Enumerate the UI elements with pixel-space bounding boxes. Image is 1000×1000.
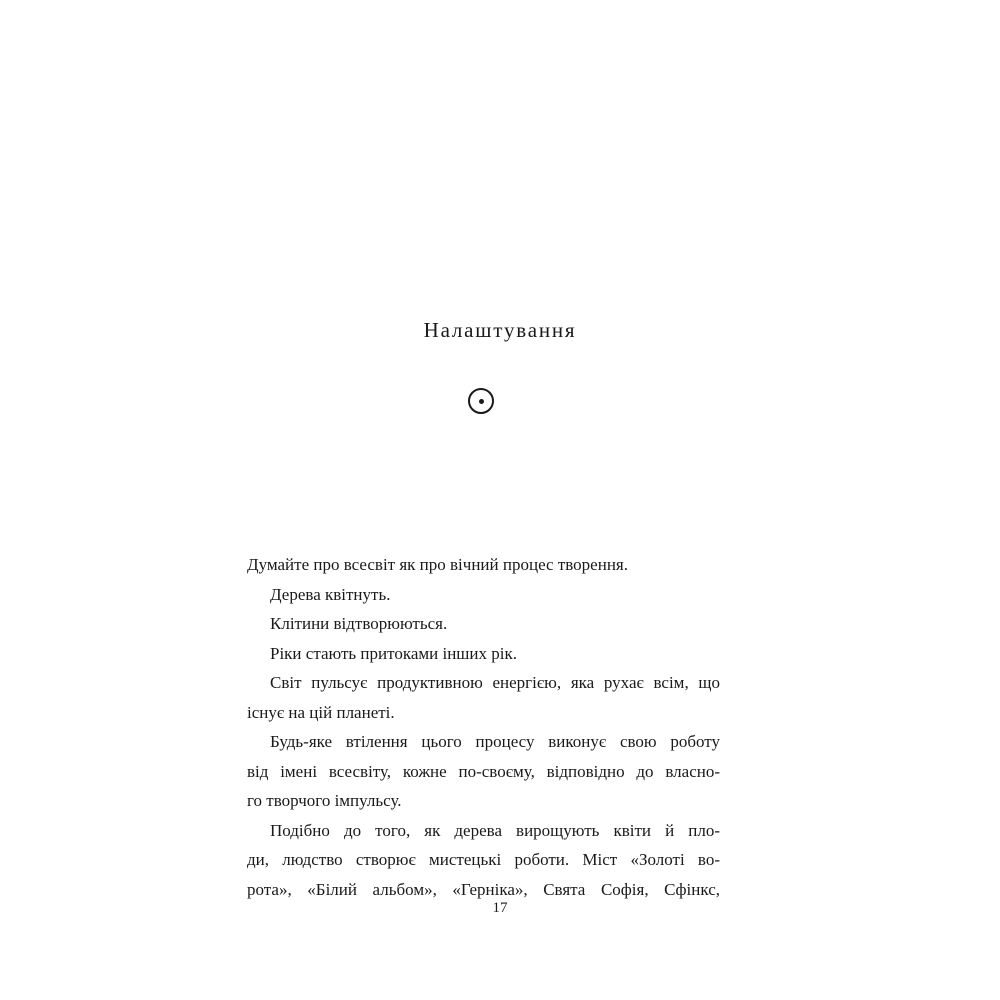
text-line: Подібно до того, як дерева вирощують квіти й пло- — [270, 820, 720, 840]
text-line: Світ пульсує продуктивною енергією, яка рухає всім, що — [270, 673, 720, 692]
text-line: ди, людство створює мистецькі роботи. Міст «Золоті во- — [247, 850, 720, 869]
body-text — [247, 550, 720, 904]
paragraph-1 — [247, 550, 720, 580]
text-line: існує на цій планеті. — [247, 702, 395, 722]
text-line: Будь-яке втілення цього процесу виконує свою роботу — [270, 732, 720, 751]
paragraph-6 — [247, 727, 720, 816]
text-line: Дерева квітнуть. — [270, 584, 391, 604]
text-line: Клітини відтворюються. — [270, 614, 448, 633]
circle-dot-icon — [468, 388, 494, 414]
text-line: рота», «Білий альбом», «Герніка», Свята Софія, Сфінкс, — [247, 879, 720, 899]
paragraph-7 — [247, 816, 720, 905]
paragraph-5 — [247, 668, 720, 727]
text-line: Ріки стають притоками інших рік. — [270, 643, 517, 663]
ornament-dot — [479, 399, 484, 404]
text-line: го творчого імпульсу. — [247, 791, 402, 810]
paragraph-4 — [247, 639, 720, 669]
paragraph-2 — [247, 580, 720, 610]
chapter-title: Налаштування — [423, 318, 577, 342]
page-number: 17 — [492, 900, 508, 916]
paragraph-3 — [247, 609, 720, 639]
text-line: від імені всесвіту, кожне по-своєму, відповідно до власно- — [247, 761, 720, 781]
text-line: Думайте про всесвіт як про вічний процес творення. — [247, 555, 628, 574]
